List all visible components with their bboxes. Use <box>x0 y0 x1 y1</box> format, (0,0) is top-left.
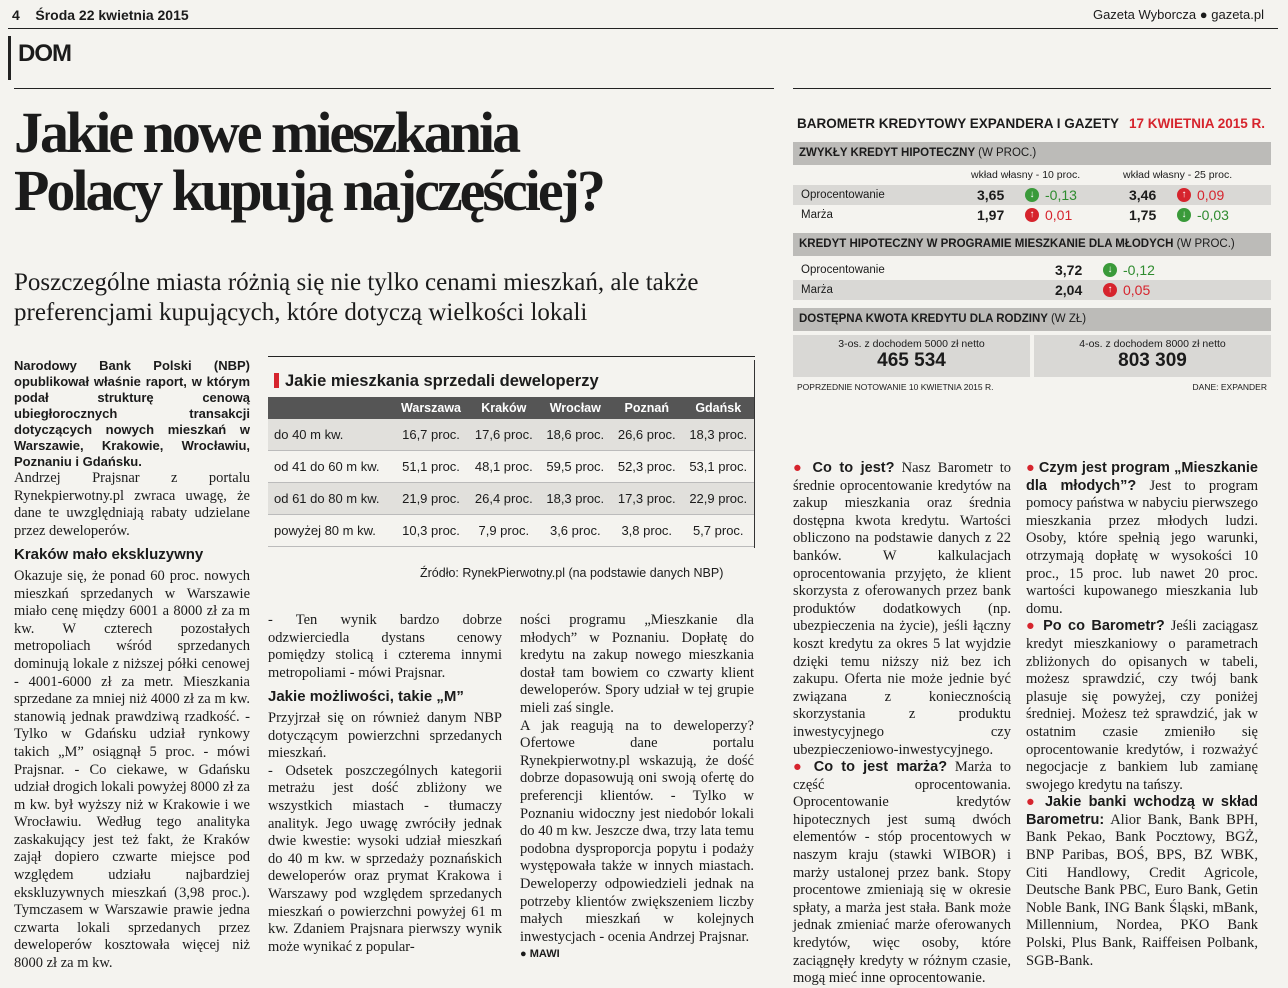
paragraph: A jak reagują na to deweloperzy? Ofertowe dane portalu Rynekpierwotny.pl wskazują, że dość dobrze dopasowują oni swoją ofertę do preferencji klientów. - Tylko w Poznaniu widoczny jest niedobór lokali do 40 m kw. Jeszcze dwa, trzy lata temu podobna dysproporcja popytu i podaży występowała także w innych miastach. Deweloperzy odpowiedzieli jednak na potrzeby klientów zwiększeniem liczby małych mieszkań w kolejnych inwestycjach - ocenia Andrzej Prajsnar. <box>520 717 754 945</box>
headline-rule <box>14 88 774 89</box>
answer: Alior Bank, Bank BPH, Bank Pekao, Bank Pocztowy, BGŻ, BNP Paribas, BOŚ, BPS, BZ WBK, Citi Handlowy, Credit Agricole, Deutsche Bank PBC, Euro Bank, Getin Noble Bank, ING Bank Śląski, mBank, Millennium, Nordea, PKO Bank Polski, Plus Bank, Raiffeisen Polbank, SGB-Bank. <box>1026 811 1259 969</box>
section-band: KREDYT HIPOTECZNY W PROGRAMIE MIESZKANIE DLA MŁODYCH (W PROC.) <box>793 233 1271 256</box>
arrow-down-icon: ↓ <box>1103 263 1117 277</box>
table-cell: 21,9 proc. <box>394 483 468 515</box>
row-label: Marża <box>801 284 833 296</box>
column-header-row <box>793 165 1271 185</box>
barometr-row <box>793 260 1271 280</box>
table-cell: 16,7 proc. <box>394 419 468 451</box>
change: 0,05 <box>1123 282 1151 298</box>
table-cell: 17,6 proc. <box>468 419 539 451</box>
arrow-up-icon: ↑ <box>1025 208 1039 222</box>
column-header: wkład własny - 10 proc. <box>971 169 1081 181</box>
question: Czym jest program „Mieszkanie dla młodych”? <box>1026 460 1258 494</box>
title-accent-bar <box>274 373 279 388</box>
row-label: Marża <box>801 209 833 221</box>
page-number: 4 <box>12 7 20 23</box>
value: 2,04 <box>1055 282 1083 298</box>
paragraph: - Ten wynik bardzo dobrze odzwierciedla dystans cenowy pomiędzy stolicą i czterema innymi metropoliami - mówi Prajsnar. <box>268 612 502 681</box>
section-marker <box>8 36 11 80</box>
brand-line: Gazeta Wyborcza ● gazeta.pl <box>1092 7 1264 22</box>
table-row <box>268 451 754 483</box>
barometr-date: 17 KWIETNIA 2015 R. <box>1128 116 1265 131</box>
qa-item <box>793 759 1011 988</box>
barometr-header <box>793 112 1271 142</box>
amount-value: 803 309 <box>1118 350 1187 371</box>
brand-name: Gazeta Wyborcza <box>1092 7 1197 22</box>
arrow-up-icon: ↑ <box>1177 188 1191 202</box>
table-cell: od 61 do 80 m kw. <box>268 483 394 515</box>
amount-label: 4-os. z dochodem 8000 zł netto <box>1079 338 1226 350</box>
value: 3,65 <box>977 187 1005 203</box>
change: -0,12 <box>1123 262 1155 278</box>
table-header: Wrocław <box>540 397 611 419</box>
arrow-down-icon: ↓ <box>1025 188 1039 202</box>
table-cell: 3,6 proc. <box>540 515 611 547</box>
lead-paragraph: Poszczególne miasta różnią się nie tylko cenami mieszkań, ale także preferencjami kupujących, które dotyczą wielkości lokali <box>14 269 699 326</box>
bullet-icon: ● <box>793 460 813 476</box>
headline-line-2: Polacy kupują najczęściej? <box>14 158 603 223</box>
arrow-down-icon: ↓ <box>1177 208 1191 222</box>
subheading: Jakie możliwości, takie „M” <box>268 688 464 706</box>
developers-table-box <box>268 360 755 548</box>
table-cell: 18,3 proc. <box>683 419 755 451</box>
table-cell: od 41 do 60 m kw. <box>268 451 394 483</box>
intro-paragraph: Narodowy Bank Polski (NBP) opublikował właśnie raport, w którym podał strukturę cenową ubiegłorocznych transakcji dotyczących nowych mieszkań w Warszawie, Krakowie, Wrocławiu, Poznaniu i Gdańsku. <box>14 358 250 469</box>
barometr-footer <box>793 379 1271 395</box>
table-header: Poznań <box>611 397 682 419</box>
question: Co to jest? <box>812 460 895 476</box>
paragraph: Andrzej Prajsnar z portalu Rynekpierwotny.pl zwraca uwagę, że dane te uwzględniają rabaty udzielane przez deweloperów. <box>14 470 250 539</box>
change: 0,09 <box>1197 187 1225 203</box>
bullet-icon: ● <box>1026 460 1039 476</box>
table-cell: 10,3 proc. <box>394 515 468 547</box>
top-rule <box>8 28 1278 29</box>
section-label: DOM <box>18 40 71 67</box>
amount-cell <box>793 335 1030 377</box>
article-column-3 <box>520 612 754 964</box>
question: Po co Barometr? <box>1043 618 1165 635</box>
table-cell: 3,8 proc. <box>611 515 682 547</box>
table-row <box>268 419 754 451</box>
answer: Nasz Barometr to średnie oprocentowanie kredytów na zakup mieszkania oraz średnia dostępna kwota kredytu. Wartości obliczono na podstawie danych z 22 banków. W kalkulacjach oprocentowania przyjęto, że klient skorzysta z oferowanych przez bank produktów dodatkowych (np. ubezpieczenia na życie), jeśli łączny koszt kredytu za okres 5 lat wyjdzie dzięki temu niższy niż bez ich zakupu. Oferta nie może jednie być związana z koniecznością skorzystania z produktu inwestycyjnego czy ubezpieczeniowo-inwestycyjnego. <box>793 460 1011 758</box>
barometr-title: BAROMETR KREDYTOWY EXPANDERA I GAZETY <box>797 116 1120 131</box>
table-header: Kraków <box>468 397 539 419</box>
qa-item <box>1026 618 1258 794</box>
amount-value: 465 534 <box>877 350 946 371</box>
article-column-2 <box>268 612 502 956</box>
author-signature: ● MAWI <box>520 948 560 961</box>
table-cell: 26,4 proc. <box>468 483 539 515</box>
developers-table <box>268 397 754 547</box>
brand-site: gazeta.pl <box>1211 7 1264 22</box>
amount-cell <box>1034 335 1271 377</box>
headline <box>14 100 774 223</box>
article-column-1 <box>14 358 250 973</box>
qa-item <box>793 460 1011 759</box>
arrow-up-icon: ↑ <box>1103 283 1117 297</box>
subheading: Kraków mało ekskluzywny <box>14 546 204 564</box>
table-cell: 48,1 proc. <box>468 451 539 483</box>
value: 3,72 <box>1055 262 1083 278</box>
issue-date: Środa 22 kwietnia 2015 <box>35 7 189 23</box>
table-cell: 5,7 proc. <box>683 515 755 547</box>
question: Co to jest marża? <box>813 759 948 776</box>
table-cell: 18,6 proc. <box>540 419 611 451</box>
qa-item <box>1026 794 1258 970</box>
amount-label: 3-os. z dochodem 5000 zł netto <box>838 338 985 350</box>
paragraph: Przyjrzał się on również danym NBP dotyczącym powierzchni sprzedanych mieszkań. <box>268 709 502 762</box>
table-header <box>268 397 394 419</box>
bullet-icon: ● <box>1026 794 1045 811</box>
change: 0,01 <box>1045 207 1073 223</box>
barometr-row <box>793 205 1271 225</box>
paragraph: - Odsetek poszczególnych kategorii metrażu jest dość zbliżony we wszystkich miastach - tłumaczy analityk. Jego uwagę zwróciły jednak dwie kwestie: wysoki udział mieszkań do 40 m kw. w sprzedaży poznańskich deweloperów oraz prymat Krakowa i Warszawy pod względem sprzedanych mieszkań o powierzchni powyżej 61 m kw. Zdaniem Prajsnara pierwszy wynik może wynikać z popular- <box>268 762 502 955</box>
value: 1,75 <box>1129 207 1157 223</box>
info-column-2 <box>1026 460 1258 970</box>
barometr-box <box>793 82 1271 438</box>
answer: Jest to program pomocy państwa w nabyciu pierwszego mieszkania przez młodych ludzi. Osoby, które spełnią jego warunki, otrzymają dopłatę w wysokości 10 proc., 15 proc. lub nawet 20 proc. wartości kupowanego mieszkania lub domu. <box>1026 477 1258 617</box>
amount-row <box>793 335 1271 377</box>
table-title: Jakie mieszkania sprzedali deweloperzy <box>274 372 754 391</box>
table-row <box>268 515 754 547</box>
table-cell: powyżej 80 m kw. <box>268 515 394 547</box>
page-header <box>12 7 189 23</box>
bullet-icon: ● <box>1026 618 1044 635</box>
answer: Jeśli zaciągasz kredyt mieszkaniowy o parametrach zbliżonych do opisanych w tabeli, możesz sprawdzić, czy twój bank plasuje się powyżej, czy poniżej średniej. Możesz też sprawdzić, jak w ostatnim czasie zmieniło się oprocentowanie kredytów, i rozważyć negocjacje z bankiem lub zamianę swojego kredytu na tańszy. <box>1026 618 1258 793</box>
question: Jakie banki wchodzą w skład Barometru: <box>1026 794 1258 828</box>
table-cell: 26,6 proc. <box>611 419 682 451</box>
table-header: Warszawa <box>394 397 468 419</box>
change: -0,03 <box>1197 207 1229 223</box>
table-cell: 59,5 proc. <box>540 451 611 483</box>
table-header: Gdańsk <box>683 397 755 419</box>
column-header: wkład własny - 25 proc. <box>1123 169 1233 181</box>
table-cell: do 40 m kw. <box>268 419 394 451</box>
table-row <box>268 483 754 515</box>
paragraph: ności programu „Mieszkanie dla młodych” w Poznaniu. Dopłatę do kredytu na zakup nowego mieszkania dostał tam bowiem co czwarty klient deweloperów. Spory udział w tej grupie mieli zaś single. <box>520 612 754 716</box>
row-label: Oprocentowanie <box>801 189 885 201</box>
value: 1,97 <box>977 207 1005 223</box>
value: 3,46 <box>1129 187 1157 203</box>
info-column-1 <box>793 460 1011 988</box>
section-band: DOSTĘPNA KWOTA KREDYTU DLA RODZINY (W ZŁ) <box>793 308 1271 331</box>
previous-note: POPRZEDNIE NOTOWANIE 10 KWIETNIA 2015 R. <box>797 382 994 392</box>
data-source: DANE: EXPANDER <box>1192 382 1267 392</box>
table-cell: 52,3 proc. <box>611 451 682 483</box>
table-cell: 18,3 proc. <box>540 483 611 515</box>
table-cell: 22,9 proc. <box>683 483 755 515</box>
table-cell: 53,1 proc. <box>683 451 755 483</box>
table-cell: 17,3 proc. <box>611 483 682 515</box>
table-header-row <box>268 397 754 419</box>
bullet-icon: ● <box>793 759 814 776</box>
change: -0,13 <box>1045 187 1077 203</box>
answer: Marża to część oprocentowania. Oprocentowanie kredytów hipotecznych jest sumą dwóch elementów - stóp procentowych w naszym kraju (stawki WIBOR) i marży ustalonej przez bank. Stopy procentowe zmieniają się w okresie spłaty, a marża jest stała. Bank może jednak zmieniać marże oferowanych kredytów, więc osoby, które zaciągnęły kredyty w różnym czasie, mogą mieć inne oprocentowanie. <box>793 759 1012 987</box>
table-cell: 7,9 proc. <box>468 515 539 547</box>
table-cell: 51,1 proc. <box>394 451 468 483</box>
table-source: Źródło: RynekPierwotny.pl (na podstawie danych NBP) <box>420 566 724 580</box>
row-label: Oprocentowanie <box>801 264 885 276</box>
barometr-row <box>793 280 1271 300</box>
section-band: ZWYKŁY KREDYT HIPOTECZNY (W PROC.) <box>793 142 1271 165</box>
table-top-rule <box>268 356 755 357</box>
barometr-row <box>793 185 1271 205</box>
qa-item <box>1026 460 1258 618</box>
headline-line-1: Jakie nowe mieszkania <box>14 100 519 165</box>
paragraph: Okazuje się, że ponad 60 proc. nowych mieszkań sprzedanych w Warszawie miało cenę między 6001 a 8000 zł za m kw. W czterech pozostałych metropoliach wśród sprzedanych dominują lokale z niższej półki cenowej - 4001-6000 zł za metr. Mieszkania sprzedane za mniej niż 4000 zł za m kw. stanowią jednak prawdziwą rzadkość. - Tylko w Gdańsku udział rynkowy takich „M” osiągnął 5 proc. - mówi Prajsnar. - Co ciekawe, w Gdańsku udział drogich lokali powyżej 8000 zł za m kw. był wyższy niż w Krakowie i we Wrocławiu. Według tego analityka zaskakujący jest też fakt, że Kraków zajął dopiero czwarte miejsce pod względem udziału najbardziej ekskluzywnych mieszkań (3,98 proc.). Tymczasem w Warszawie prawie jedna czwarta lokali sprzedanych przez deweloperów kosztowała więcej niż 8000 zł za m kw. <box>14 567 250 972</box>
